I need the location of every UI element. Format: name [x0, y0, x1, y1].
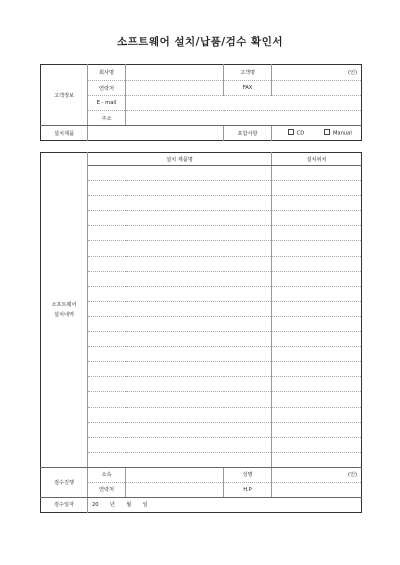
software-location-cell[interactable] [272, 256, 362, 271]
software-product-cell[interactable] [88, 407, 272, 422]
software-product-cell[interactable] [88, 362, 272, 377]
address-field[interactable] [126, 111, 362, 126]
customer-group-label: 고객정보 [41, 65, 88, 126]
software-product-cell[interactable] [88, 392, 272, 407]
software-location-cell[interactable] [272, 166, 362, 181]
option-manual[interactable]: Manual [324, 129, 352, 137]
affiliation-field[interactable] [126, 467, 224, 482]
software-location-cell[interactable] [272, 316, 362, 331]
software-location-cell[interactable] [272, 452, 362, 467]
page-title: 소프트웨어 설치/납품/검수 확인서 [117, 36, 283, 48]
software-location-cell[interactable] [272, 196, 362, 211]
inspector-contact-field[interactable] [126, 482, 224, 497]
company-field[interactable] [126, 65, 224, 81]
software-location-cell[interactable] [272, 301, 362, 316]
software-location-cell[interactable] [272, 437, 362, 452]
inspector-contact-label: 연락처 [88, 482, 126, 497]
software-location-cell[interactable] [272, 392, 362, 407]
software-location-cell[interactable] [272, 241, 362, 256]
inspector-name-field[interactable] [272, 467, 362, 482]
software-location-cell[interactable] [272, 407, 362, 422]
software-location-cell[interactable] [272, 332, 362, 347]
company-label: 회사명 [88, 65, 126, 81]
software-product-cell[interactable] [88, 286, 272, 301]
software-product-cell[interactable] [88, 316, 272, 331]
package-options [272, 126, 362, 141]
software-product-cell[interactable] [88, 301, 272, 316]
install-product-field[interactable] [88, 126, 224, 141]
software-group-label: 소프트웨어 설치내역 [41, 153, 88, 468]
customer-name-label: 고객명 [224, 65, 272, 81]
column-header-product: 설치 제품명 [88, 153, 272, 166]
software-product-cell[interactable] [88, 332, 272, 347]
inspection-date-field[interactable]: 20 년 월 일 [92, 502, 148, 509]
software-inspection-table [40, 152, 362, 513]
software-product-cell[interactable] [88, 256, 272, 271]
fax-field[interactable] [272, 81, 362, 96]
column-header-location: 설치위치 [272, 153, 362, 166]
customer-info-table [40, 64, 362, 141]
hp-field[interactable] [272, 482, 362, 497]
email-label: E - mail [88, 96, 126, 111]
software-location-cell[interactable] [272, 271, 362, 286]
software-product-cell[interactable] [88, 181, 272, 196]
software-location-cell[interactable] [272, 362, 362, 377]
software-location-cell[interactable] [272, 422, 362, 437]
inspector-name-label: 성명 [224, 467, 272, 482]
hp-label: H.P [224, 482, 272, 497]
option-cd[interactable]: CD [288, 129, 305, 137]
software-location-cell[interactable] [272, 181, 362, 196]
software-location-cell[interactable] [272, 377, 362, 392]
software-product-cell[interactable] [88, 196, 272, 211]
inspection-group-label: 검수진행 [41, 467, 88, 497]
affiliation-label: 소속 [88, 467, 126, 482]
software-location-cell[interactable] [272, 226, 362, 241]
cd-checkbox[interactable] [288, 129, 294, 135]
software-product-cell[interactable] [88, 422, 272, 437]
seal-mark: (인) [347, 70, 357, 76]
contact-label: 연락처 [88, 81, 126, 96]
install-product-label: 설치제품 [41, 126, 88, 141]
package-label: 포함사항 [224, 126, 272, 141]
software-product-cell[interactable] [88, 166, 272, 181]
contact-field[interactable] [126, 81, 224, 96]
address-label: 주소 [88, 111, 126, 126]
customer-name-field[interactable] [272, 65, 362, 81]
software-location-cell[interactable] [272, 286, 362, 301]
fax-label: FAX [224, 81, 272, 96]
software-product-cell[interactable] [88, 211, 272, 226]
software-product-cell[interactable] [88, 437, 272, 452]
inspection-date-label: 검수일자 [41, 497, 88, 512]
software-location-cell[interactable] [272, 347, 362, 362]
email-field[interactable] [126, 96, 362, 111]
manual-checkbox[interactable] [324, 129, 330, 135]
software-product-cell[interactable] [88, 241, 272, 256]
software-product-cell[interactable] [88, 271, 272, 286]
software-location-cell[interactable] [272, 211, 362, 226]
seal-mark: (인) [347, 472, 358, 479]
software-product-cell[interactable] [88, 452, 272, 467]
software-product-cell[interactable] [88, 226, 272, 241]
software-product-cell[interactable] [88, 347, 272, 362]
software-product-cell[interactable] [88, 377, 272, 392]
